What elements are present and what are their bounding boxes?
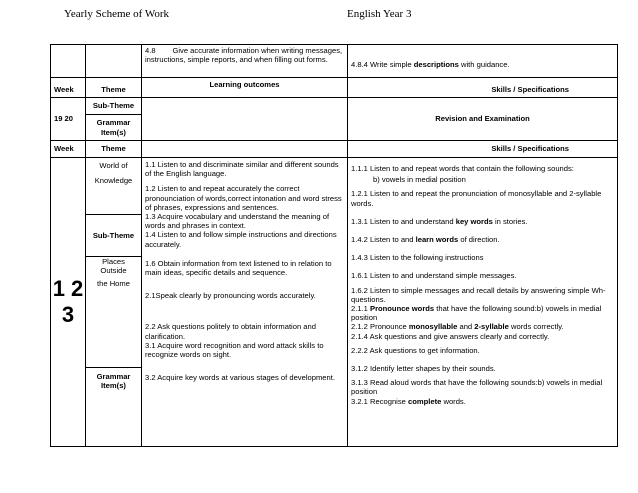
- header-theme: Theme: [86, 78, 142, 98]
- theme-world-of-knowledge: World of Knowledge: [86, 158, 142, 215]
- document-header-left: Yearly Scheme of Work: [64, 8, 170, 20]
- skill-2-1-1: 2.1.1 Pronounce words that have the following sound:b) vowels in medial position: [351, 304, 602, 323]
- sub-theme-label: Sub-Theme: [86, 98, 142, 115]
- header-learning-outcomes: Learning outcomes: [142, 78, 348, 98]
- week-19-20: 19 20: [51, 98, 86, 141]
- lo-2-1: 2.1Speak clearly by pronouncing words accurately.: [145, 291, 316, 301]
- scheme-of-work-table: [50, 44, 618, 447]
- skill-3-1-2: 3.1.2 Identify letter shapes by their sounds.: [351, 364, 496, 374]
- lo-4-8: 4.8 Give accurate information when writing messages, instructions, simple reports, and when filling out forms.: [142, 45, 348, 78]
- skill-1-1-1-b: b) vowels in medial position: [373, 175, 466, 185]
- lo-1-4: 1.4 Listen to and follow simple instructions and directions accurately.: [145, 230, 337, 249]
- skill-1-3-1: 1.3.1 Listen to and understand key words in stories.: [351, 216, 528, 226]
- table-header-row-2: [51, 141, 618, 158]
- header-week-2: Week: [51, 141, 86, 158]
- grammar-items-label-2: Grammar Item(s): [86, 368, 142, 447]
- continuation-row: [51, 45, 618, 78]
- header-skills-2: Skills / Specifications: [348, 141, 618, 158]
- skills-cell: [348, 158, 618, 447]
- header-week: Week: [51, 78, 86, 98]
- week-1-2-3: 1 2 3: [51, 158, 86, 447]
- main-row-1: [51, 158, 618, 215]
- skill-1-6-1: 1.6.1 Listen to and understand simple messages.: [351, 271, 517, 281]
- grammar-items-label: Grammar Item(s): [86, 115, 142, 141]
- lo-3-1: 3.1 Acquire word recognition and word attack skills to recognize words on sight.: [145, 340, 324, 360]
- skill-1-4-2: 1.4.2 Listen to and learn words of direction.: [351, 235, 500, 245]
- document-header-right: English Year 3: [347, 8, 412, 20]
- lo-1-1: 1.1 Listen to and discriminate similar and different sounds of the English language.: [145, 160, 339, 179]
- sub-theme-places-outside-home: Places Outside the Home: [86, 257, 142, 368]
- header-theme-2: Theme: [86, 141, 142, 158]
- lo-2-2: 2.2 Ask questions politely to obtain information and clarification.: [145, 322, 316, 341]
- skill-2-1-2: 2.1.2 Pronounce monosyllable and 2-syllable words correctly.: [351, 322, 564, 332]
- revision-row-subtheme: [51, 98, 618, 115]
- lo-1-3: 1.3 Acquire vocabulary and understand the meaning of words and phrases in context.: [145, 212, 330, 231]
- sub-theme-label-2: Sub-Theme: [86, 215, 142, 257]
- skill-4-8-4: 4.8.4 Write simple descriptions with guidance.: [348, 45, 618, 78]
- skill-1-6-2: 1.6.2 Listen to simple messages and recall details by answering simple Wh-questions.: [351, 285, 606, 304]
- header-skills: Skills / Specifications: [348, 78, 618, 98]
- revision-and-examination: Revision and Examination: [348, 98, 618, 141]
- skill-2-2-2: 2.2.2 Ask questions to get information.: [351, 345, 480, 355]
- lo-1-6: 1.6 Obtain information from text listened to in relation to main ideas, specific details and sequence.: [145, 258, 332, 278]
- skill-1-1-1: 1.1.1 Listen to and repeat words that contain the following sounds:: [351, 164, 574, 173]
- table-header-row: [51, 78, 618, 98]
- skill-2-1-4: 2.1.4 Ask questions and give answers clearly and correctly.: [351, 331, 550, 341]
- skill-1-2-1: 1.2.1 Listen to and repeat the pronunciation of monosyllable and 2-syllable words.: [351, 189, 602, 208]
- skill-1-4-3: 1.4.3 Listen to the following instructions: [351, 253, 484, 263]
- learning-outcomes-cell: [142, 158, 348, 447]
- skill-3-1-3: 3.1.3 Read aloud words that have the following sounds:b) vowels in medial position: [351, 378, 603, 397]
- lo-1-2: 1.2 Listen to and repeat accurately the correct pronounciation of words,correct intonation and word stress of phrases, expressions and sentences.: [145, 184, 342, 212]
- lo-3-2: 3.2 Acquire key words at various stages of development.: [145, 373, 335, 383]
- skill-3-2-1: 3.2.1 Recognise complete words.: [351, 396, 466, 406]
